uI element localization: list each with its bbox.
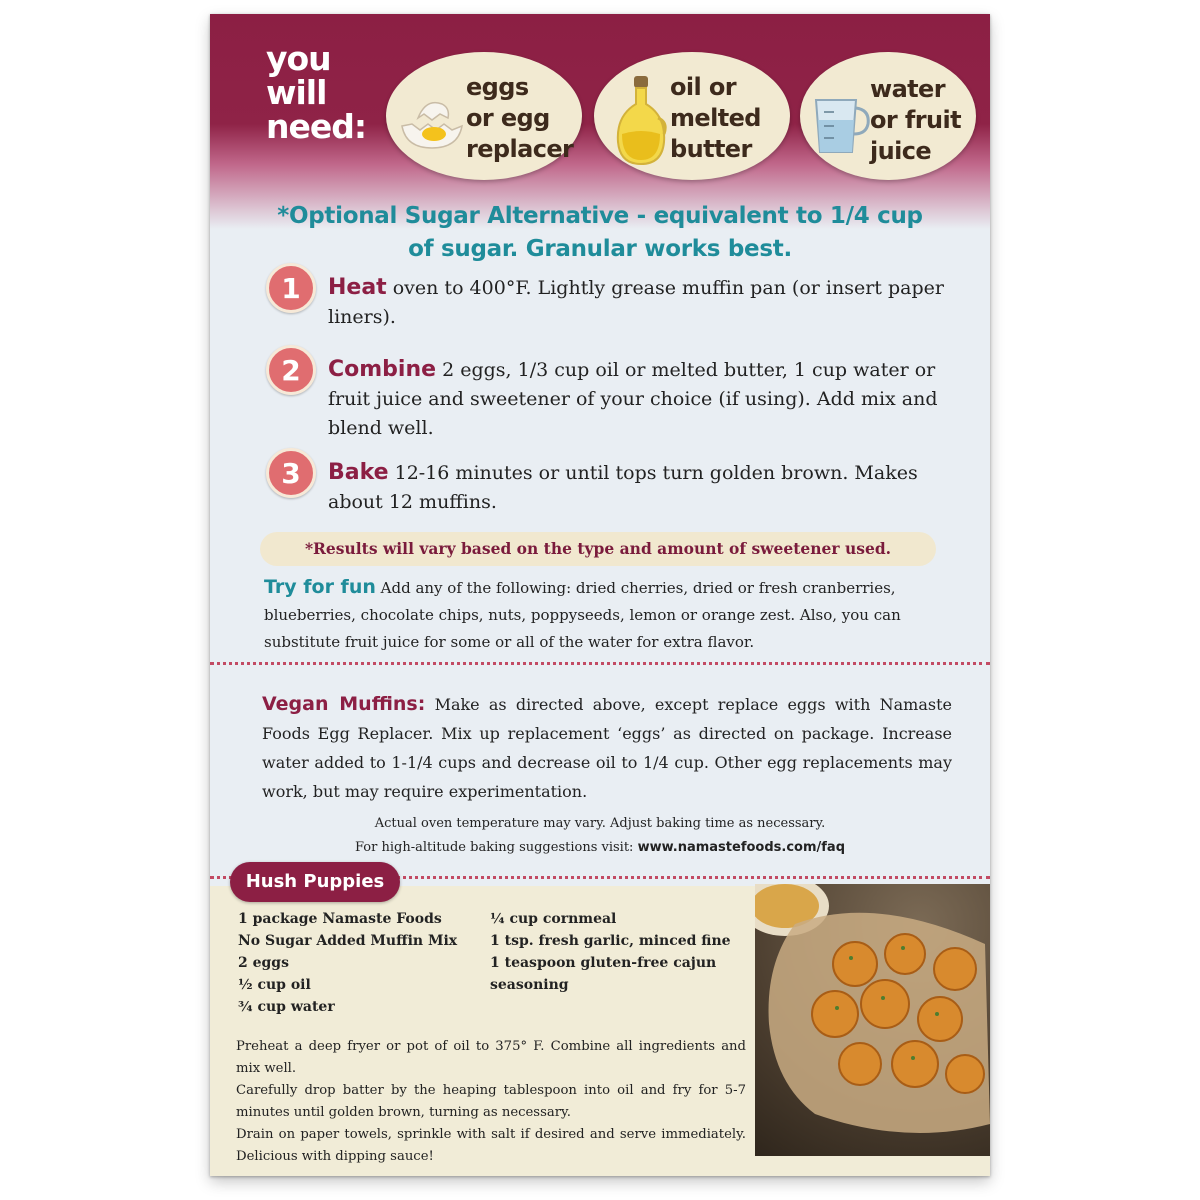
- step-3-title: Bake: [328, 460, 389, 485]
- ingredient-item: 1 package Namaste Foods: [238, 911, 442, 927]
- ingredient-item: 1 tsp. fresh garlic, minced fine: [490, 933, 731, 949]
- ingredient-item: 1 teaspoon gluten-free cajun: [490, 955, 717, 971]
- hush-puppies-method: Preheat a deep fryer or pot of oil to 375° F. Combine all ingredients and mix well. Carefully drop batter by the heaping tablespoon into oil and fry for 5-7 minutes until golden brown, turning as necessary. Drain on paper towels, sprinkle with salt if desired and serve immediately. Delicious with dipping sauce!: [236, 1039, 746, 1164]
- oven-note: Actual oven temperature may vary. Adjust baking time as necessary. For high-altitude baking suggestions visit: www.namastefoods.com/faq: [355, 816, 845, 855]
- hush-puppies-title: Hush Puppies: [230, 862, 400, 902]
- vegan-muffins-title: Vegan Muffins:: [262, 693, 426, 715]
- step-3-text: Bake 12-16 minutes or until tops turn golden brown. Makes about 12 muffins.: [328, 460, 918, 513]
- vegan-muffins: Vegan Muffins: Make as directed above, except replace eggs with Namaste Foods Egg Replacer. Mix up replacement ‘eggs’ as directed on package. Increase water added to 1-1/4 cups and decrease oil to 1/4 cup. Other egg replacements may work, but may require experimentation.: [262, 693, 952, 801]
- ingredients-left: [238, 908, 457, 1018]
- ingredients-right: [490, 908, 731, 996]
- ingredient-item: seasoning: [490, 977, 569, 993]
- need-item-water: water or fruit juice: [800, 52, 976, 180]
- ingredient-item: No Sugar Added Muffin Mix: [238, 933, 458, 949]
- ingredient-item: ½ cup oil: [238, 977, 311, 993]
- ingredient-item: ¼ cup cornmeal: [490, 911, 617, 927]
- step-1-text: Heat oven to 400°F. Lightly grease muffin pan (or insert paper liners).: [328, 275, 944, 328]
- sugar-alternative-note: *Optional Sugar Alternative - equivalent to 1/4 cup of sugar. Granular works best.: [277, 203, 923, 262]
- you-will-need-heading: you will need:: [266, 39, 367, 146]
- step-2-title: Combine: [328, 357, 437, 382]
- ingredient-item: ¾ cup water: [238, 999, 335, 1015]
- results-note: *Results will vary based on the type and amount of sweetener used.: [260, 532, 936, 566]
- fried-food-icon: [755, 884, 990, 1156]
- dotted-divider: [210, 662, 990, 665]
- egg-icon: [398, 96, 466, 152]
- step-1-number: 1: [266, 263, 316, 313]
- try-for-fun: Try for fun Add any of the following: dried cherries, dried or fresh cranberries, blueberries, chocolate chips, nuts, poppyseeds, lemon or orange zest. Also, you can substitute fruit juice for some or all of the water for extra flavor.: [264, 576, 901, 651]
- step-3-number: 3: [266, 448, 316, 498]
- step-2-text: Combine 2 eggs, 1/3 cup oil or melted butter, 1 cup water or fruit juice and sweetener of your choice (if using). Add mix and blend well.: [328, 357, 938, 439]
- measuring-cup-icon: [806, 94, 872, 156]
- ingredient-item: 2 eggs: [238, 955, 289, 971]
- step-2-number: 2: [266, 345, 316, 395]
- oil-bottle-icon: [612, 74, 670, 168]
- try-for-fun-title: Try for fun: [264, 576, 376, 598]
- hush-puppies-photo: [755, 884, 990, 1156]
- step-1-title: Heat: [328, 275, 387, 300]
- recipe-panel: [210, 14, 990, 1176]
- need-item-eggs: eggs or egg replacer: [386, 52, 582, 180]
- need-item-oil: oil or melted butter: [594, 52, 790, 180]
- faq-link[interactable]: www.namastefoods.com/faq: [637, 840, 845, 855]
